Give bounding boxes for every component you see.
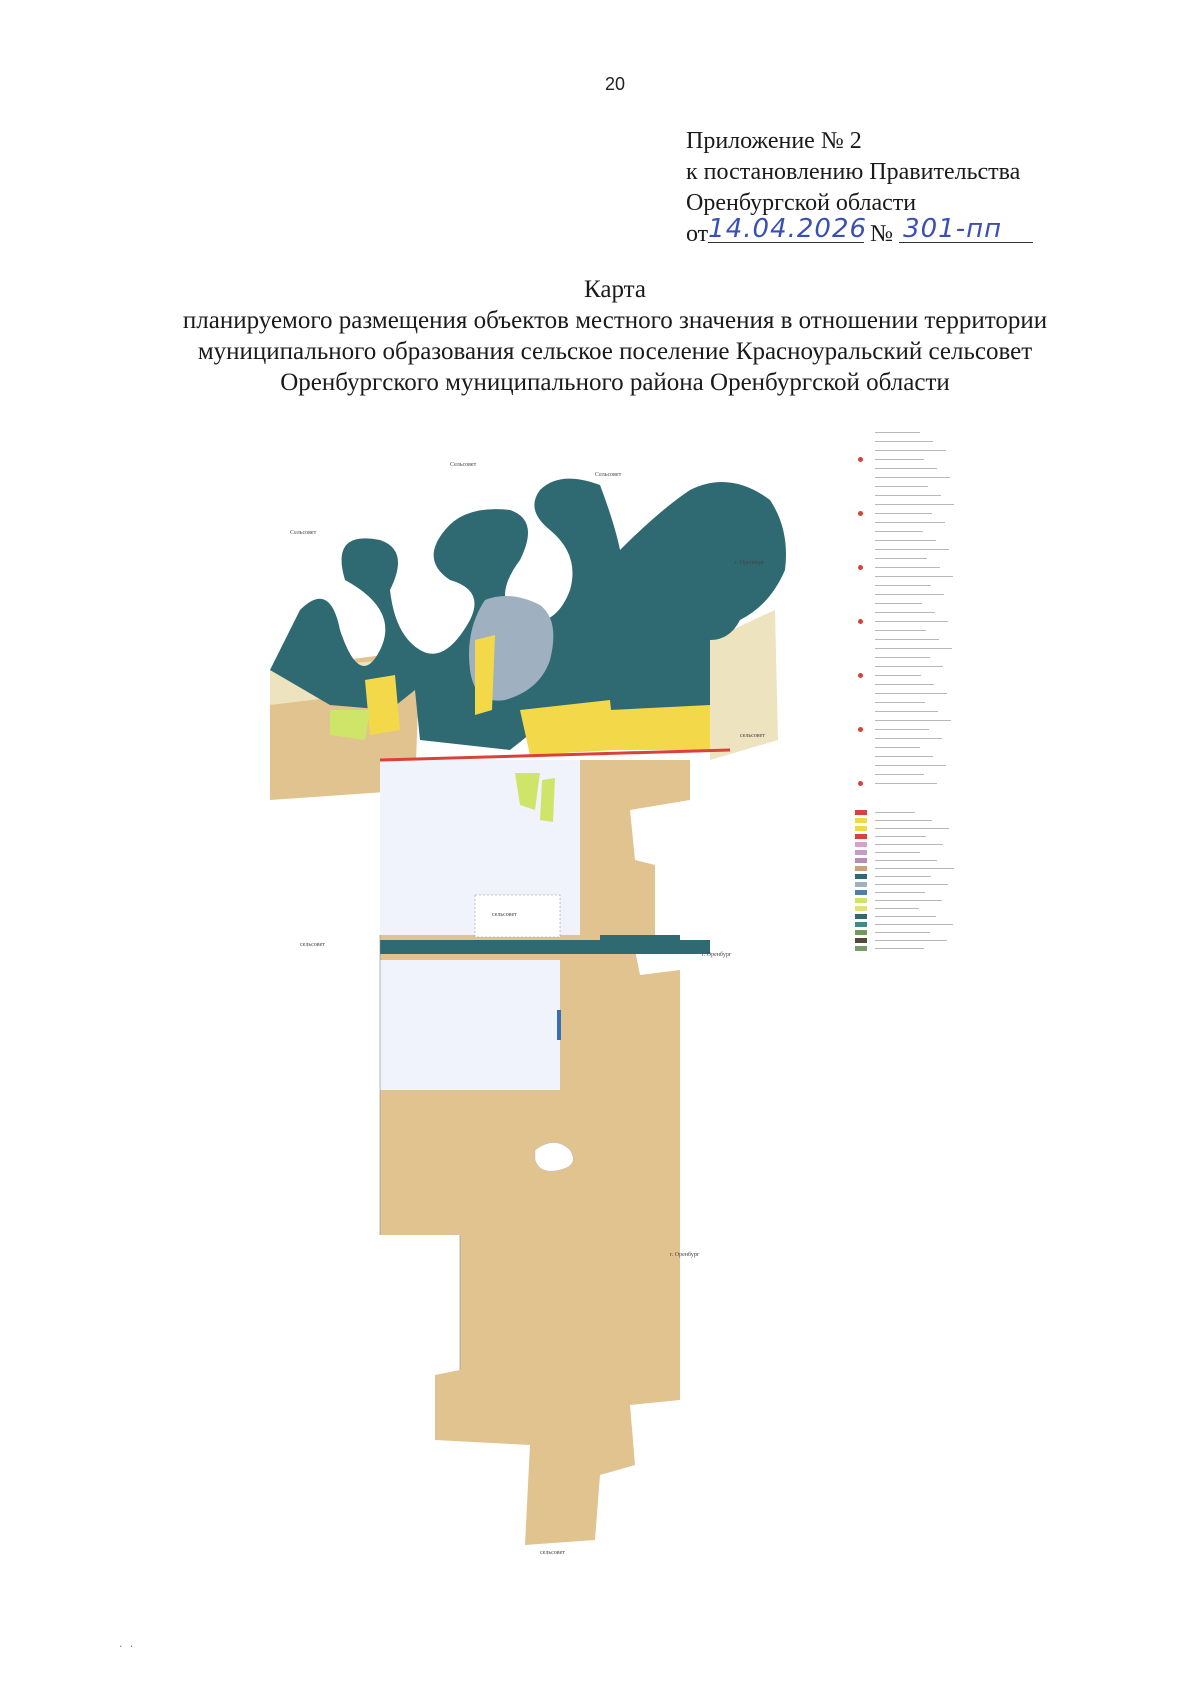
legend-marker [858,619,863,624]
legend-text-line [875,756,933,757]
legend-row [855,430,955,436]
legend-text-line [875,868,954,869]
title-line-2: планируемого размещения объектов местного значения в отношении территории [182,307,1048,334]
legend-text-line [875,567,940,568]
legend-text-line [875,531,923,532]
legend-text-line [875,585,931,586]
legend-text-line [875,924,953,925]
legend-row [855,781,955,787]
legend-row [855,664,955,670]
legend-swatch [855,858,867,863]
map-label-left-top: Сельсовет [290,530,317,536]
legend-text-line [875,729,929,730]
appendix-line-4 [686,214,1033,250]
legend-swatch [855,850,867,855]
legend-swatch [855,906,867,911]
legend-text-line [875,558,927,559]
legend-row [855,646,955,652]
legend-row [855,502,955,508]
legend-swatch [855,874,867,879]
legend-row [855,882,955,888]
legend-row [855,938,955,944]
legend-row [855,610,955,616]
legend-text-line [875,513,932,514]
legend-text-line [875,657,930,658]
map-green-patch-2 [540,778,555,822]
corner-mark: . . [118,1640,135,1650]
map-residential-2 [475,635,495,715]
legend-text-line [875,948,924,949]
legend-row [855,930,955,936]
map-label-top-right: Сельсовет [595,472,622,478]
legend-text-line [875,738,942,739]
map-label-orenburg-3: г. Оренбург [670,1252,700,1258]
legend-swatch [855,834,867,839]
title-line-4: Оренбургского муниципального района Оренбургской области [280,369,950,396]
map-village-box [475,895,560,937]
document-title [60,274,1170,398]
legend-row [855,906,955,912]
legend-swatch [855,890,867,895]
appendix-line-3: Оренбургской области [686,190,917,216]
legend-swatch [855,914,867,919]
legend-row [855,682,955,688]
legend-row [855,874,955,880]
legend-row [855,457,955,463]
legend-swatch [855,810,867,815]
legend-row [855,866,955,872]
legend-text-line [875,940,947,941]
legend-text-line [875,765,946,766]
legend-text-line [875,441,933,442]
legend-text-line [875,828,949,829]
legend-text-line [875,693,947,694]
legend-marker [858,673,863,678]
legend-text-line [875,774,924,775]
legend-text-line [875,892,925,893]
legend-swatch [855,922,867,927]
map-legend [855,430,955,970]
legend-marker [858,457,863,462]
legend-text-line [875,908,919,909]
legend-row [855,946,955,952]
legend-row [855,655,955,661]
legend-text-line [875,486,928,487]
map-label-mid-selsovet: сельсовет [492,912,517,918]
legend-text-line [875,594,944,595]
map-residential-5 [330,710,370,740]
page-number: 20 [604,74,626,94]
legend-row [855,466,955,472]
legend-row [855,556,955,562]
legend-text-line [875,836,926,837]
legend-text-line [875,720,951,721]
legend-row [855,842,955,848]
legend-text-line [875,459,924,460]
title-line-3: муниципального образования сельское поселение Красноуральский сельсовет [197,338,1033,365]
legend-text-line [875,477,950,478]
legend-row [855,890,955,896]
legend-row [855,898,955,904]
legend-text-line [875,884,948,885]
legend-text-line [875,549,949,550]
legend-text-line [875,852,920,853]
map-label-orenburg-1: г. Оренбург [735,560,765,566]
title-line-1: Карта [584,276,646,303]
legend-row [855,493,955,499]
legend-row [855,691,955,697]
legend-row [855,565,955,571]
legend-row [855,736,955,742]
legend-row [855,619,955,625]
legend-text-line [875,540,936,541]
legend-text-line [875,844,943,845]
legend-text-line [875,783,937,784]
legend-text-line [875,747,920,748]
legend-row [855,709,955,715]
legend-row [855,601,955,607]
legend-row [855,858,955,864]
map-label-orenburg-2: г. Оренбург [702,952,732,958]
legend-text-line [875,820,932,821]
legend-text-line [875,576,953,577]
legend-row [855,922,955,928]
legend-text-line [875,522,945,523]
legend-row [855,754,955,760]
legend-text-line [875,666,943,667]
legend-text-line [875,860,937,861]
legend-text-line [875,621,948,622]
legend-row [855,834,955,840]
legend-text-line [875,812,915,813]
legend-text-line [875,932,930,933]
handwritten-date: 14.04.2026 [708,214,868,244]
legend-row [855,538,955,544]
legend-row [855,628,955,634]
legend-marker [858,781,863,786]
legend-text-line [875,639,939,640]
map-label-left-mid: сельсовет [300,942,325,948]
legend-row [855,826,955,832]
legend-swatch [855,866,867,871]
legend-text-line [875,900,942,901]
date-prefix: от [686,221,709,247]
map-residential-4 [610,705,710,750]
legend-row [855,529,955,535]
legend-text-line [875,684,934,685]
legend-swatch [855,898,867,903]
map-field-south [380,960,560,1090]
legend-row [855,763,955,769]
legend-row [855,484,955,490]
legend-row [855,583,955,589]
legend-row [855,448,955,454]
legend-swatch [855,938,867,943]
legend-swatch [855,882,867,887]
legend-row [855,673,955,679]
legend-row [855,439,955,445]
legend-row [855,592,955,598]
legend-row [855,810,955,816]
legend-marker [858,565,863,570]
legend-text-line [875,504,954,505]
map-forest-strip-edge [600,935,680,941]
legend-marker [858,727,863,732]
legend-row [855,818,955,824]
map-forest-strip [380,940,710,954]
legend-row [855,727,955,733]
legend-row [855,475,955,481]
legend-text-line [875,468,937,469]
legend-row [855,637,955,643]
legend-swatch [855,930,867,935]
legend-text-line [875,711,938,712]
legend-text-line [875,876,931,877]
legend-text-line [875,450,946,451]
legend-row [855,547,955,553]
map-label-top-center: Сельсовет [450,462,477,468]
legend-text-line [875,612,935,613]
legend-row [855,520,955,526]
legend-text-line [875,702,925,703]
legend-text-line [875,432,920,433]
legend-row [855,745,955,751]
legend-text-line [875,603,922,604]
legend-row [855,850,955,856]
legend-row [855,718,955,724]
appendix-line-2: к постановлению Правительства [686,159,1021,185]
legend-swatch [855,826,867,831]
legend-row [855,511,955,517]
map-residential-1 [365,675,400,735]
legend-row [855,914,955,920]
legend-text-line [875,495,941,496]
legend-text-line [875,675,921,676]
legend-text-line [875,648,952,649]
appendix-block [686,126,1033,250]
legend-row [855,700,955,706]
legend-swatch [855,818,867,823]
legend-row [855,772,955,778]
map-blue-strip [557,1010,561,1040]
map-label-bottom-selsovet: сельсовет [540,1550,565,1556]
legend-text-line [875,630,926,631]
legend-text-line [875,916,936,917]
handwritten-number: 301-пп [899,216,1033,243]
map-label-right-selsovet: сельсовет [740,733,765,739]
legend-swatch [855,946,867,951]
appendix-line-1: Приложение № 2 [686,128,862,154]
number-prefix: № [870,221,894,247]
legend-marker [858,511,863,516]
legend-row [855,574,955,580]
legend-swatch [855,842,867,847]
